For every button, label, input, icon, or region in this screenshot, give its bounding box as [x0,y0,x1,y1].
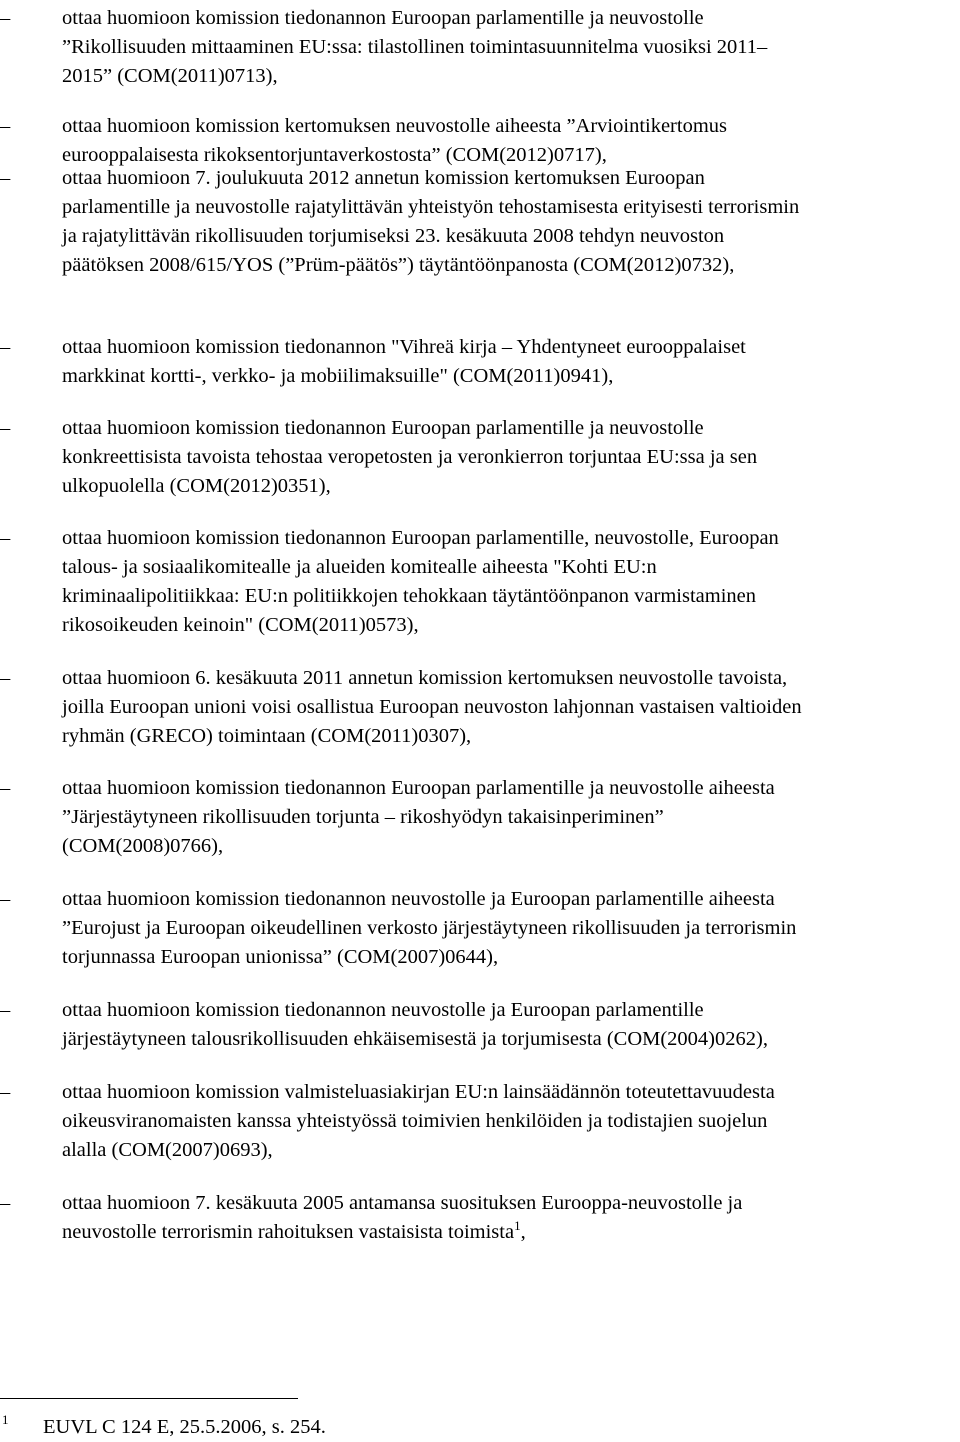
list-item-line: ottaa huomioon 7. kesäkuuta 2005 antamansa suosituksen Eurooppa-neuvostolle ja [62,1192,743,1214]
list-item-line: ottaa huomioon komission tiedonannon Euroopan parlamentille, neuvostolle, Euroopan [62,527,779,549]
list-item-line: ”Eurojust ja Euroopan oikeudellinen verkosto järjestäytyneen rikollisuuden ja terrorismin [62,917,797,939]
list-item-line: ottaa huomioon 6. kesäkuuta 2011 annetun komission kertomuksen neuvostolle tavoista, [62,667,788,689]
list-dash: – [0,417,11,439]
list-item-line: ottaa huomioon komission tiedonannon "Vihreä kirja – Yhdentyneet eurooppalaiset [62,336,746,358]
list-item-line: ottaa huomioon 7. joulukuuta 2012 annetun komission kertomuksen Euroopan [62,167,705,189]
list-item-line: parlamentille ja neuvostolle rajatylittävän yhteistyön tehostamisesta erityisesti terrorismin [62,196,800,218]
list-item-line: alalla (COM(2007)0693), [62,1139,273,1161]
list-item-line: ulkopuolella (COM(2012)0351), [62,475,331,497]
list-dash: – [0,115,11,137]
list-item-line [62,1218,526,1247]
list-item-line: joilla Euroopan unioni voisi osallistua Euroopan neuvoston lahjonnan vastaisen valtioiden [62,696,802,718]
list-item-line: 2015” (COM(2011)0713), [62,65,278,87]
list-item-line: talous- ja sosiaalikomitealle ja alueiden komitealle aiheesta "Kohti EU:n [62,556,657,578]
list-item-line: (COM(2008)0766), [62,835,224,857]
list-item-line: ottaa huomioon komission tiedonannon neuvostolle ja Euroopan parlamentille [62,999,704,1021]
footnote-separator [0,1398,298,1399]
list-item-line: päätöksen 2008/615/YOS (”Prüm-päätös”) täytäntöönpanosta (COM(2012)0732), [62,254,735,276]
footnote-number: 1 [2,1412,9,1427]
list-item-line: ”Järjestäytyneen rikollisuuden torjunta – rikoshyödyn takaisinperiminen” [62,806,664,828]
list-item-line: markkinat kortti-, verkko- ja mobiilimaksuille" (COM(2011)0941), [62,365,614,387]
list-dash: – [0,336,11,358]
list-item-line: ottaa huomioon komission tiedonannon Euroopan parlamentille ja neuvostolle aiheesta [62,777,775,799]
list-item-line: ottaa huomioon komission tiedonannon neuvostolle ja Euroopan parlamentille aiheesta [62,888,775,910]
list-dash: – [0,7,11,29]
list-item-line: ryhmän (GRECO) toimintaan (COM(2011)0307), [62,725,472,747]
list-dash: – [0,999,11,1021]
list-dash: – [0,167,11,189]
list-dash: – [0,667,11,689]
list-item-line: ottaa huomioon komission tiedonannon Euroopan parlamentille ja neuvostolle [62,7,704,29]
list-item-line: rikosoikeuden keinoin" (COM(2011)0573), [62,614,419,636]
footnote-reference[interactable]: 1 [514,1218,521,1234]
list-item-line: kriminaalipolitiikkaa: EU:n politiikkojen tehokkaan täytäntöönpanon varmistaminen [62,585,756,607]
list-item-text: neuvostolle terrorismin rahoituksen vastaisista toimista [62,1221,515,1243]
list-dash: – [0,888,11,910]
list-item-line: ”Rikollisuuden mittaaminen EU:ssa: tilastollinen toimintasuunnitelma vuosiksi 2011– [62,36,768,58]
list-dash: – [0,527,11,549]
list-dash: – [0,777,11,799]
list-dash: – [0,1081,11,1103]
list-item-line: ottaa huomioon komission kertomuksen neuvostolle aiheesta ”Arviointikertomus [62,115,727,137]
list-item-line: konkreettisista tavoista tehostaa veropetosten ja veronkierron torjuntaa EU:ssa ja sen [62,446,758,468]
list-item-line: järjestäytyneen talousrikollisuuden ehkäisemisestä ja torjumisesta (COM(2004)0262), [62,1028,768,1050]
list-item-line: ja rajatylittävän rikollisuuden torjumiseksi 23. kesäkuuta 2008 tehdyn neuvoston [62,225,725,247]
list-item-line: ottaa huomioon komission valmisteluasiakirjan EU:n lainsäädännön toteutettavuudesta [62,1081,775,1103]
list-item-line: eurooppalaisesta rikoksentorjuntaverkostosta” (COM(2012)0717), [62,144,607,166]
footnote-text: EUVL C 124 E, 25.5.2006, s. 254. [43,1416,326,1438]
list-item-line: oikeusviranomaisten kanssa yhteistyössä toimivien henkilöiden ja todistajien suojelun [62,1110,768,1132]
list-item-line: ottaa huomioon komission tiedonannon Euroopan parlamentille ja neuvostolle [62,417,704,439]
list-item-line: torjunnassa Euroopan unionissa” (COM(2007)0644), [62,946,499,968]
list-dash: – [0,1192,11,1214]
list-item-trailing-comma: , [520,1221,526,1243]
